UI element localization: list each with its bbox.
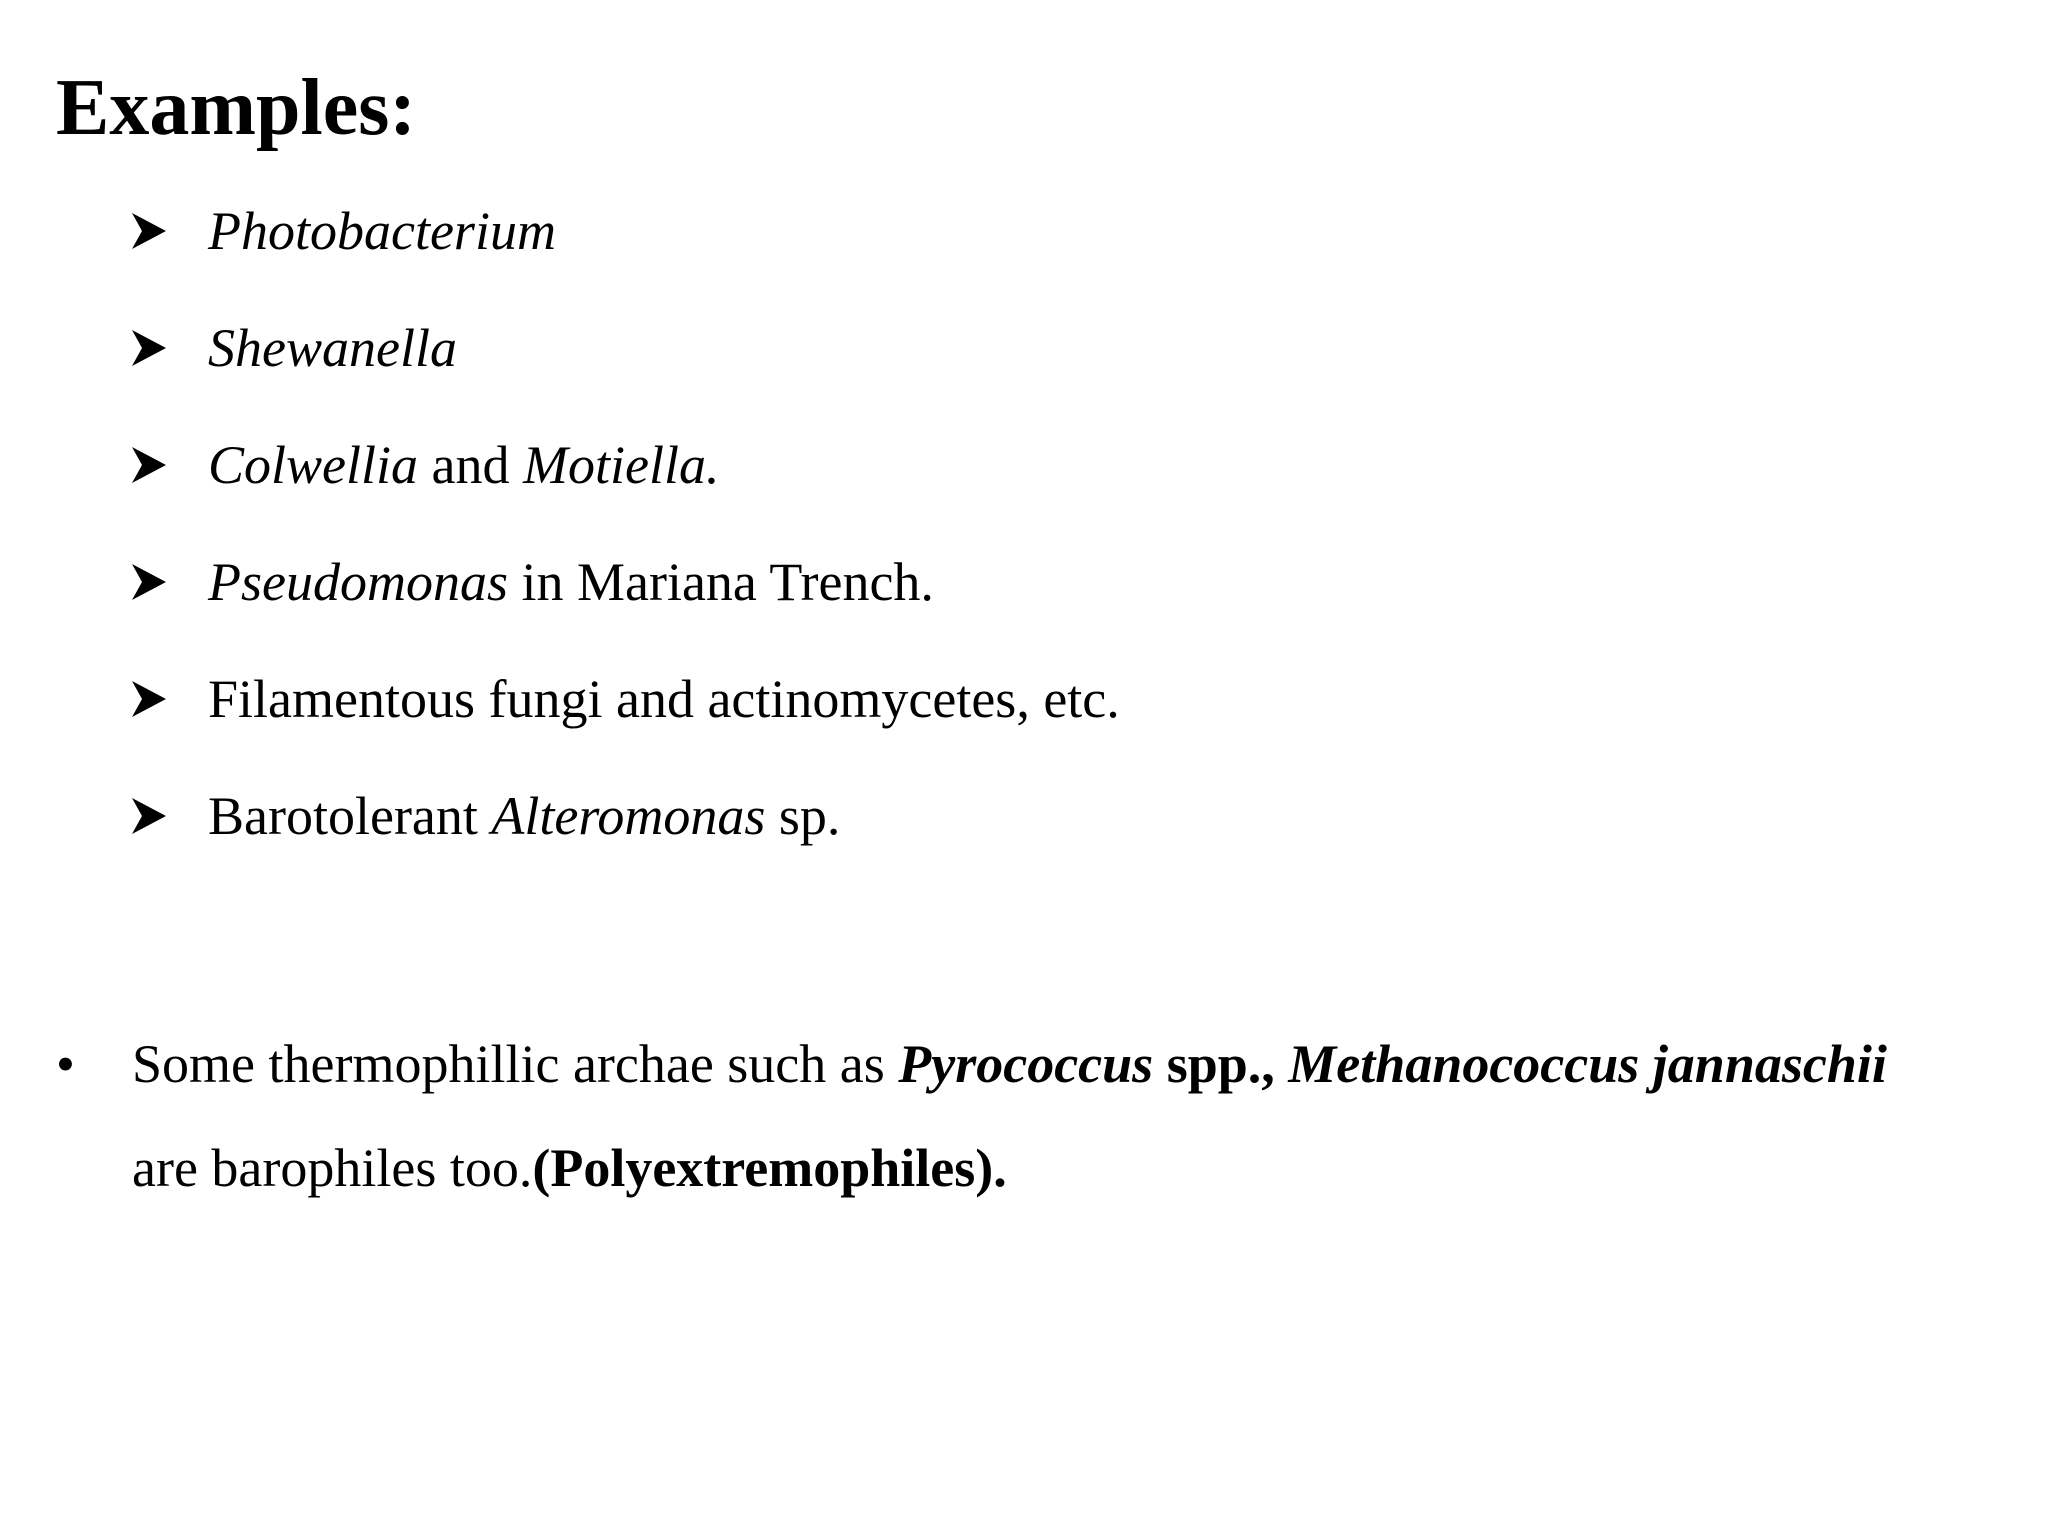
- example-item: [132, 547, 1120, 664]
- organism-name: Pyrococcus: [898, 1034, 1154, 1094]
- arrowhead-icon: [132, 213, 166, 249]
- examples-list: [132, 196, 1120, 898]
- text-fragment: sp.: [765, 786, 841, 846]
- bullet-icon: •: [56, 1034, 75, 1094]
- organism-name: Alteromonas: [491, 786, 766, 846]
- arrowhead-icon: [132, 681, 166, 717]
- note-text: [132, 1012, 2016, 1220]
- example-item: [132, 664, 1120, 781]
- example-text: [208, 547, 934, 617]
- slide-heading: Examples:: [56, 64, 416, 152]
- organism-name: Motiella.: [522, 435, 720, 495]
- text-fragment: Filamentous fungi and actinomycetes, etc.: [208, 669, 1120, 729]
- example-text: [208, 196, 556, 266]
- organism-name: Methanococcus jannaschii: [1288, 1034, 1887, 1094]
- note-line-2: [132, 1116, 2016, 1220]
- example-item: [132, 781, 1120, 898]
- organism-name: Pseudomonas: [208, 552, 508, 612]
- arrowhead-icon: [132, 798, 166, 834]
- example-text: [208, 664, 1120, 734]
- text-fragment: and: [418, 435, 523, 495]
- emphasis-term: (Polyextremophiles).: [532, 1138, 1007, 1198]
- example-text: [208, 313, 457, 383]
- note-line-1: [132, 1012, 2016, 1116]
- arrowhead-icon: [132, 447, 166, 483]
- note-bullet: [56, 1012, 2016, 1220]
- text-fragment: are barophiles too.: [132, 1138, 533, 1198]
- example-text: [208, 781, 840, 851]
- text-fragment: in Mariana Trench.: [507, 552, 934, 612]
- text-fragment: Barotolerant: [208, 786, 492, 846]
- example-item: [132, 196, 1120, 313]
- example-item: [132, 313, 1120, 430]
- example-text: [208, 430, 719, 500]
- organism-name: Shewanella: [208, 318, 457, 378]
- text-fragment: Some thermophillic archae such as: [132, 1034, 899, 1094]
- organism-name: Photobacterium: [208, 201, 556, 261]
- example-item: [132, 430, 1120, 547]
- arrowhead-icon: [132, 330, 166, 366]
- text-fragment: spp.,: [1153, 1034, 1289, 1094]
- arrowhead-icon: [132, 564, 166, 600]
- organism-name: Colwellia: [208, 435, 419, 495]
